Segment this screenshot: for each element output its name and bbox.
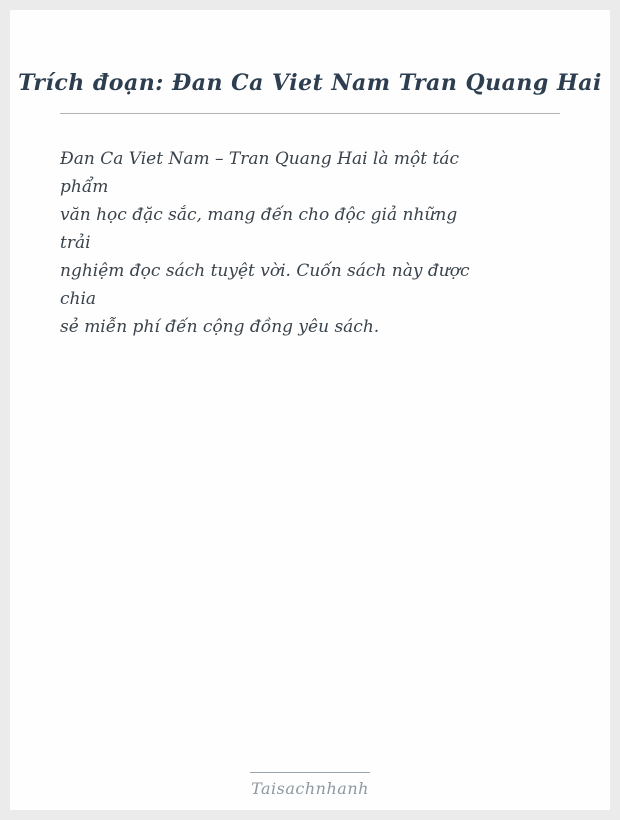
excerpt-text <box>60 145 560 341</box>
page-title: Trích đoạn: Đan Ca Viet Nam Tran Quang Hai <box>18 70 602 96</box>
excerpt-line: nghiệm đọc sách tuyệt vời. Cuốn sách này được <box>60 261 470 281</box>
excerpt-line: văn học đặc sắc, mang đến cho độc giả những <box>60 205 458 225</box>
excerpt-line: sẻ miễn phí đến cộng đồng yêu sách. <box>60 317 380 337</box>
excerpt-line: trải <box>60 233 91 253</box>
excerpt-line: Đan Ca Viet Nam – Tran Quang Hai là một tác <box>60 149 459 169</box>
excerpt-line: phẩm <box>60 177 109 197</box>
title-divider <box>60 113 560 114</box>
document-page <box>10 10 610 810</box>
footer-brand: Taisachnhanh <box>251 779 369 798</box>
excerpt-line: chia <box>60 289 97 309</box>
page-footer <box>10 772 610 798</box>
footer-divider <box>250 772 370 773</box>
